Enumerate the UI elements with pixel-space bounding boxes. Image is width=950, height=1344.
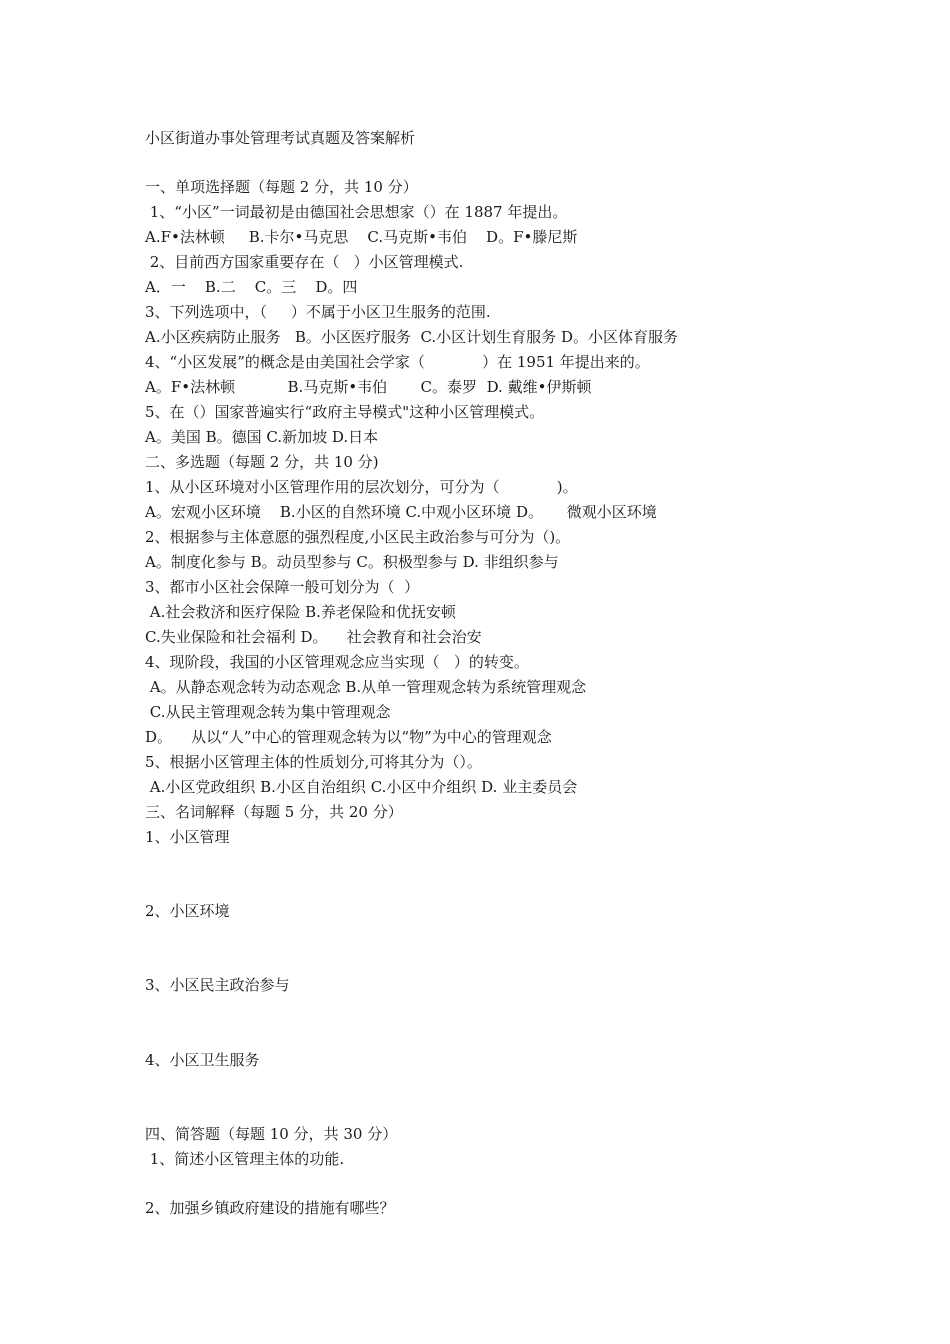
question-options: A.小区疾病防止服务 B。小区医疗服务 C.小区计划生育服务 D。小区体育服务 <box>145 328 678 346</box>
question-options: D。 从以“人”中心的管理观念转为以“物”为中心的管理观念 <box>145 728 552 746</box>
question-options: A.社会救济和医疗保险 B.养老保险和优抚安顿 <box>145 603 456 621</box>
question-options: A。美国 B。德国 C.新加坡 D.日本 <box>145 428 379 446</box>
short-answer-question: 1、简述小区管理主体的功能. <box>145 1150 345 1168</box>
question-text: 2、根据参与主体意愿的强烈程度,小区民主政治参与可分为（)。 <box>145 528 571 546</box>
question-text: 5、在（）国家普遍实行“政府主导模式"这种小区管理模式。 <box>145 403 545 421</box>
question-options: A.F•法林顿 B.卡尔•马克思 C.马克斯•韦伯 D。F•滕尼斯 <box>145 228 578 246</box>
document-title: 小区街道办事处管理考试真题及答案解析 <box>145 129 416 147</box>
term-question: 2、小区环境 <box>145 902 230 920</box>
question-text: 5、根据小区管理主体的性质划分,可将其分为（）。 <box>145 753 482 771</box>
question-options: A.小区党政组织 B.小区自治组织 C.小区中介组织 D. 业主委员会 <box>145 778 578 796</box>
question-text: 3、下列选项中，（ ）不属于小区卫生服务的范围. <box>145 303 491 321</box>
section-heading-terms: 三、名词解释（每题 5 分，共 20 分） <box>145 803 403 821</box>
question-options: C.从民主管理观念转为集中管理观念 <box>145 703 391 721</box>
question-text: 4、“小区发展”的概念是由美国社会学家（ ）在 1951 年提出来的。 <box>145 353 650 371</box>
question-options: C.失业保险和社会福利 D。 社会教育和社会治安 <box>145 628 482 646</box>
short-answer-question: 2、加强乡镇政府建设的措施有哪些？ <box>145 1199 395 1217</box>
question-text: 2、目前西方国家重要存在（ ）小区管理模式. <box>145 253 464 271</box>
question-text: 3、都市小区社会保障一般可划分为（ ） <box>145 578 420 596</box>
question-text: 1、“小区”一词最初是由德国社会思想家（）在 1887 年提出。 <box>145 203 568 221</box>
section-heading-single-choice: 一、单项选择题（每题 2 分，共 10 分） <box>145 178 418 196</box>
question-options: A．一 B.二 C。三 D。四 <box>145 278 358 296</box>
question-options: A。制度化参与 B。动员型参与 C。积极型参与 D. 非组织参与 <box>145 553 559 571</box>
term-question: 4、小区卫生服务 <box>145 1051 260 1069</box>
question-options: A。F•法林顿 B.马克斯•韦伯 C。泰罗 D. 戴维•伊斯顿 <box>145 378 592 396</box>
section-heading-short-answer: 四、简答题（每题 10 分，共 30 分） <box>145 1125 398 1143</box>
question-text: 1、从小区环境对小区管理作用的层次划分，可分为（ )。 <box>145 478 578 496</box>
term-question: 3、小区民主政治参与 <box>145 976 290 994</box>
question-options: A。宏观小区环境 B.小区的自然环境 C.中观小区环境 D。 微观小区环境 <box>145 503 657 521</box>
question-text: 4、现阶段，我国的小区管理观念应当实现（ ）的转变。 <box>145 653 529 671</box>
question-options: A。从静态观念转为动态观念 B.从单一管理观念转为系统管理观念 <box>145 678 587 696</box>
term-question: 1、小区管理 <box>145 828 230 846</box>
section-heading-multiple-choice: 二、多选题（每题 2 分，共 10 分) <box>145 453 379 471</box>
